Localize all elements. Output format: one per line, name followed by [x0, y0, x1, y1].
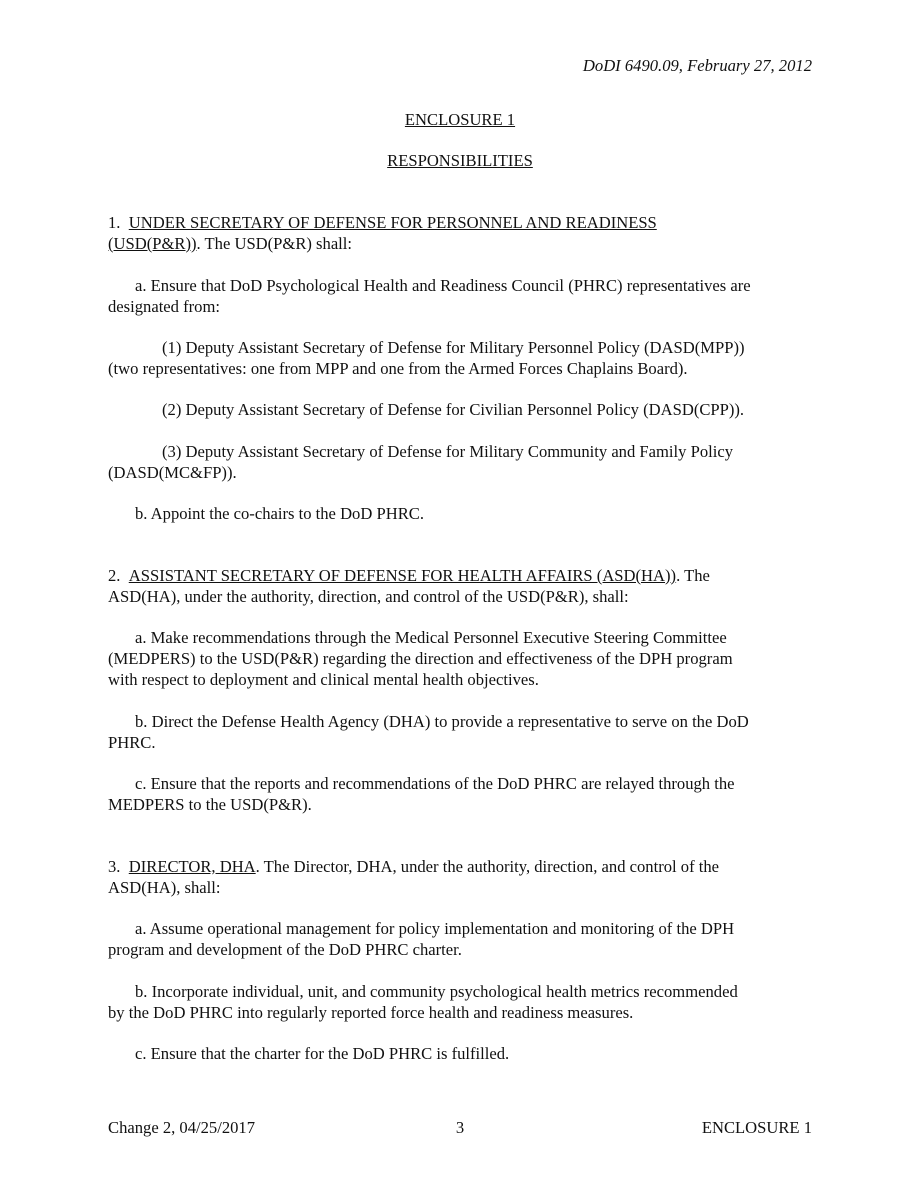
enclosure-title-text: ENCLOSURE 1 [404, 110, 516, 129]
s1-heading-line-2 [108, 234, 352, 254]
s1-b: b. Appoint the co-chairs to the DoD PHRC. [135, 504, 424, 523]
s2-b-line-2: PHRC. [108, 733, 156, 752]
s3-b-line-1: b. Incorporate individual, unit, and community psychological health metrics recommended [135, 982, 738, 1001]
s3-b-line-2: by the DoD PHRC into regularly reported force health and readiness measures. [108, 1003, 634, 1022]
s3-intro-tail: . The Director, DHA, under the authority, direction, and control of the [255, 857, 720, 876]
s3-a-line-2: program and development of the DoD PHRC charter. [108, 940, 462, 959]
s3-heading: DIRECTOR, DHA [128, 857, 256, 876]
s1-a1-line-1: (1) Deputy Assistant Secretary of Defense for Military Personnel Policy (DASD(MPP)) [162, 338, 745, 357]
s2-heading-line-1 [108, 566, 710, 586]
enclosure-title [0, 110, 920, 130]
s2-b-line-1: b. Direct the Defense Health Agency (DHA) to provide a representative to serve on the DoD [135, 712, 749, 731]
s2-c-line-2: MEDPERS to the USD(P&R). [108, 795, 312, 814]
s3-c: c. Ensure that the charter for the DoD PHRC is fulfilled. [135, 1044, 510, 1063]
s2-a-line-1: a. Make recommendations through the Medical Personnel Executive Steering Committee [135, 628, 727, 647]
s3-heading-line-1 [108, 857, 719, 877]
section-title [0, 151, 920, 171]
footer-page-number: 3 [455, 1118, 465, 1137]
s2-a-line-3: with respect to deployment and clinical mental health objectives. [108, 670, 539, 689]
s1-a3-line-2: (DASD(MC&FP)). [108, 463, 237, 482]
s1-a1-line-2: (two representatives: one from MPP and one from the Armed Forces Chaplains Board). [108, 359, 688, 378]
s1-a2: (2) Deputy Assistant Secretary of Defense for Civilian Personnel Policy (DASD(CPP)). [162, 400, 745, 419]
s2-a-line-2: (MEDPERS) to the USD(P&R) regarding the direction and effectiveness of the DPH program [108, 649, 733, 668]
footer-change: Change 2, 04/25/2017 [108, 1118, 256, 1137]
s2-c-line-1: c. Ensure that the reports and recommendations of the DoD PHRC are relayed through the [135, 774, 735, 793]
s1-heading-line-1 [108, 213, 657, 233]
s2-heading: ASSISTANT SECRETARY OF DEFENSE FOR HEALTH AFFAIRS (ASD(HA)) [128, 566, 677, 585]
s1-a-line-1: a. Ensure that DoD Psychological Health and Readiness Council (PHRC) representatives are [135, 276, 751, 295]
s1-a-line-2: designated from: [108, 297, 220, 316]
s3-a-line-1: a. Assume operational management for policy implementation and monitoring of the DPH [135, 919, 735, 938]
s1-intro: . The USD(P&R) shall: [196, 234, 353, 253]
s3-intro-line-2: ASD(HA), shall: [108, 878, 221, 897]
s2-intro-tail: . The [676, 566, 710, 585]
s1-a3-line-1: (3) Deputy Assistant Secretary of Defense for Military Community and Family Policy [162, 442, 734, 461]
s1-number: 1. [108, 213, 121, 232]
s1-heading-cont: (USD(P&R)) [108, 234, 197, 253]
s2-intro-line-2: ASD(HA), under the authority, direction, and control of the USD(P&R), shall: [108, 587, 629, 606]
footer-enclosure: ENCLOSURE 1 [701, 1118, 812, 1137]
s3-number: 3. [108, 857, 121, 876]
s2-number: 2. [108, 566, 121, 585]
s1-heading: UNDER SECRETARY OF DEFENSE FOR PERSONNEL AND READINESS [128, 213, 657, 232]
section-title-text: RESPONSIBILITIES [387, 151, 533, 170]
document-header: DoDI 6490.09, February 27, 2012 [582, 56, 812, 75]
